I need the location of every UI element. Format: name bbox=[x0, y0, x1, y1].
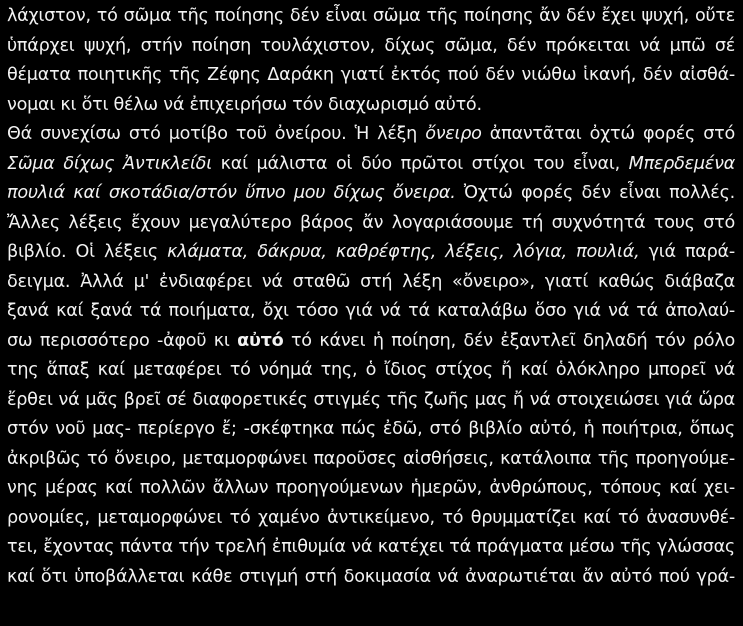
text-line bbox=[7, 209, 735, 238]
text-segment: λάχιστον, τό σῶμα τῆς ποίησης δέν εἶναι σῶμα τῆς ποίησης ἄν δέν ἔχει ψυχή, οὔτε bbox=[7, 6, 735, 26]
text-line bbox=[7, 474, 735, 503]
text-line bbox=[7, 2, 735, 31]
text-segment: γιά παρά- bbox=[639, 242, 736, 262]
italic-text: ὄνειρο bbox=[425, 124, 482, 144]
text-line bbox=[7, 327, 735, 356]
text-segment: θέματα ποιητικῆς τῆς Ζέφης Δαράκη γιατί ἐκτός πού δέν νιώθω ἱκανή, δέν αἰσθά- bbox=[7, 65, 735, 85]
text-line bbox=[7, 32, 735, 61]
text-line bbox=[7, 268, 735, 297]
text-segment: ἔρθει νά μᾶς βρεῖ σέ διαφορετικές στιγμές τῆς ζωῆς μας ἤ νά στοιχειώσει γιά ὥρα bbox=[7, 389, 735, 410]
italic-text: Μπερδεμένα bbox=[628, 153, 735, 174]
text-segment: δειγμα. Ἀλλά μ' ἐνδιαφέρει νά σταθῶ στή λέξη «ὄνειρο», γιατί καθώς διάβαζα bbox=[7, 271, 735, 292]
text-line bbox=[7, 120, 735, 149]
text-segment: καί ὅτι ὑποβάλλεται κάθε στιγμή στή δοκιμασία νά ἀναρωτιέται ἄν αὐτό πού γρά- bbox=[7, 566, 735, 587]
text-line bbox=[7, 386, 735, 415]
text-line bbox=[7, 356, 735, 385]
text-segment: της ἅπαξ καί μεταφέρει τό νόημά της, ὁ ἴδιος στίχος ἤ καί ὁλόκληρο μπορεῖ νά bbox=[7, 360, 735, 380]
text-segment: νης μέρας καί πολλῶν ἄλλων προηγούμενων ἡμερῶν, ἀνθρώπους, τόπους καί χει- bbox=[7, 478, 735, 498]
text-segment: ὑπάρχει ψυχή, στήν ποίηση τουλάχιστον, δίχως σῶμα, δέν πρόκειται νά μπῶ σέ bbox=[7, 35, 735, 56]
text-line bbox=[7, 504, 735, 533]
bold-text: αὐτό bbox=[237, 330, 284, 351]
text-line bbox=[7, 150, 735, 179]
text-segment: ἀπαντᾶται ὀχτώ φορές στό bbox=[481, 124, 735, 144]
text-line bbox=[7, 297, 735, 326]
text-segment: ἀκριβῶς τό ὄνειρο, μεταμορφώνει παροῦσες αἰσθήσεις, κατάλοιπα τῆς προηγούμε- bbox=[7, 448, 735, 469]
text-segment: Ὀχτώ φορές δέν εἶναι πολλές. bbox=[455, 183, 735, 203]
text-segment: βιβλίο. Οἱ λέξεις bbox=[7, 242, 168, 262]
text-segment: Ἄλλες λέξεις ἔχουν μεγαλύτερο βάρος ἄν λογαριάσουμε τή συχνότητά τους στό bbox=[7, 212, 735, 233]
text-line bbox=[7, 61, 735, 90]
text-segment: τό κάνει ἡ ποίηση, δέν ἐξαντλεῖ δηλαδή τόν ρόλο bbox=[283, 330, 735, 351]
text-line bbox=[7, 91, 735, 120]
text-segment: στόν νοῦ μας- περίεργο ἔ; -σκέφτηκα πώς ἐδῶ, στό βιβλίο αὐτό, ἡ ποιήτρια, ὅπως bbox=[7, 419, 735, 439]
text-segment: σω περισσότερο -ἀφοῦ κι bbox=[7, 330, 238, 351]
text-line bbox=[7, 238, 735, 267]
text-line bbox=[7, 445, 735, 474]
text-line bbox=[7, 415, 735, 444]
text-line bbox=[7, 533, 735, 562]
text-segment: καί μάλιστα οἱ δύο πρῶτοι στίχοι του εἶναι, bbox=[211, 153, 629, 174]
text-line bbox=[7, 563, 735, 592]
text-segment: νομαι κι ὅτι θέλω νά ἐπιχειρήσω τόν διαχωρισμό αὐτό. bbox=[7, 94, 482, 115]
italic-text: κλάματα, δάκρυα, καθρέφτης, λέξεις, λόγια, πουλιά, bbox=[167, 242, 640, 262]
text-segment: ξανά καί ξανά τά ποιήματα, ὄχι τόσο γιά νά τά καταλάβω ὅσο γιά νά τά ἀπολαύ- bbox=[7, 301, 735, 321]
text-segment: ρονομίες, μεταμορφώνει τό χαμένο ἀντικείμενο, τό θρυμματίζει καί τό ἀνασυνθέ- bbox=[7, 507, 735, 528]
text-segment: Θά συνεχίσω στό μοτίβο τοῦ ὀνείρου. Ἡ λέξη bbox=[7, 124, 426, 144]
text-line bbox=[7, 179, 735, 208]
italic-text: Σῶμα δίχως Ἀντικλείδι bbox=[7, 153, 212, 174]
text-segment: τει, ἔχοντας πάντα τήν τρελή ἐπιθυμία νά κατέχει τά πράγματα μέσω τῆς γλώσσας bbox=[7, 537, 735, 557]
italic-text: πουλιά καί σκοτάδια/στόν ὕπνο μου δίχως ὄνειρα. bbox=[7, 183, 456, 203]
